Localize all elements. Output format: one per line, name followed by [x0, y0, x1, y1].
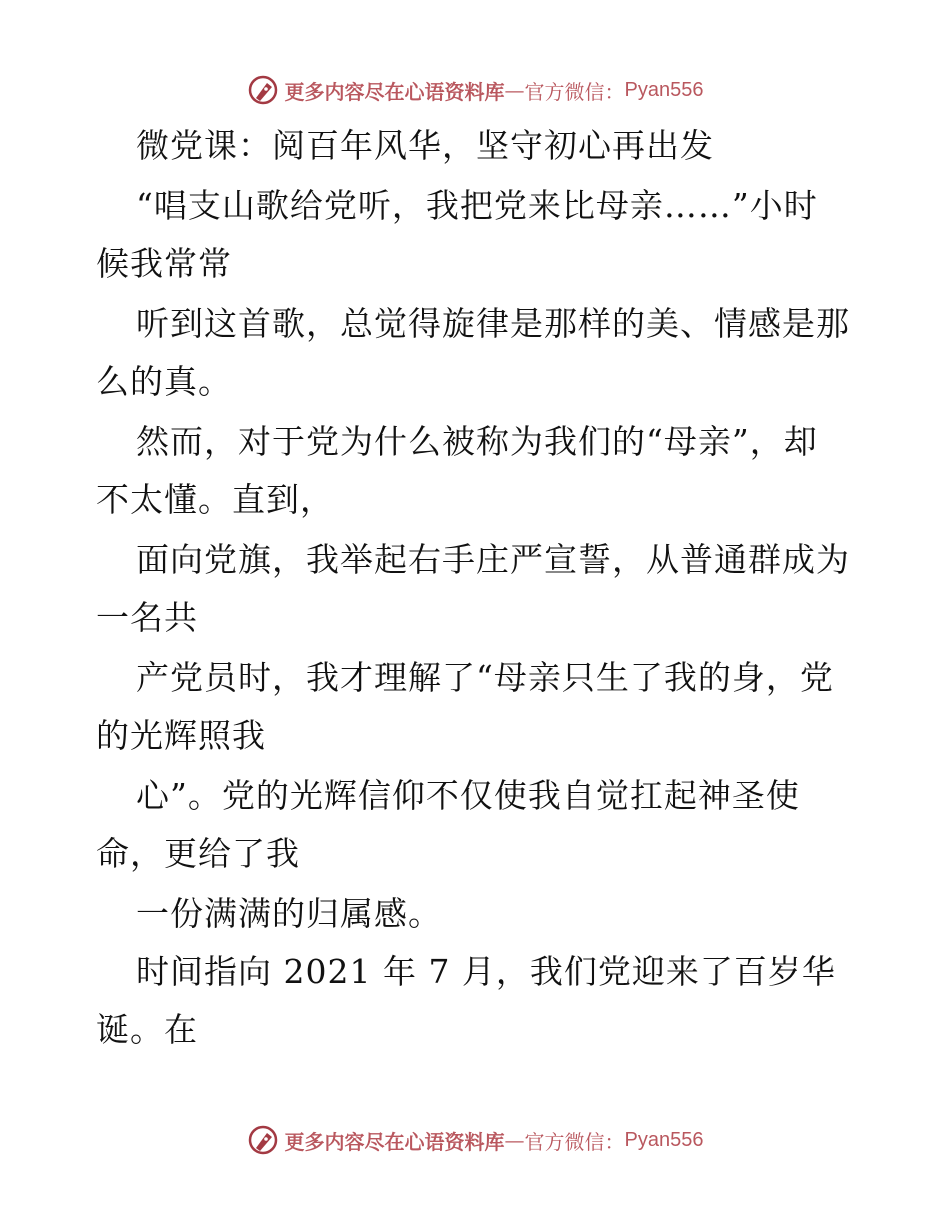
watermark-sub-text: 官方微信： — [524, 1129, 625, 1154]
paragraph-line: 面向党旗，我举起右手庄严宣誓，从普通群成为 — [136, 540, 850, 579]
watermark-main-text: 更多内容尽在心语资料库 — [284, 79, 505, 104]
paragraph-line: 产党员时，我才理解了“母亲只生了我的身，党 — [136, 658, 834, 697]
paragraph-line: 的光辉照我 — [96, 716, 266, 755]
pen-nib-logo-icon — [247, 1124, 279, 1156]
paragraph-line: 候我常常 — [96, 244, 232, 283]
watermark-sub-text: 官方微信： — [524, 79, 625, 104]
paragraph-line: 一份满满的归属感。 — [136, 894, 442, 933]
watermark-main-text: 更多内容尽在心语资料库 — [284, 1129, 505, 1154]
paragraph-line: 诞。在 — [96, 1010, 198, 1049]
paragraph-line: 一名共 — [96, 598, 198, 637]
paragraph-line: “唱支山歌给党听，我把党来比母亲……”小时 — [136, 186, 818, 225]
pen-nib-logo-icon — [247, 74, 279, 106]
watermark-wechat-id: Pyan556 — [624, 78, 704, 101]
footer-watermark — [0, 1120, 950, 1160]
paragraph-line: 听到这首歌，总觉得旋律是那样的美、情感是那 — [136, 304, 850, 343]
paragraph-line: 时间指向 2021 年 7 月，我们党迎来了百岁华 — [136, 952, 836, 991]
header-watermark — [0, 70, 950, 110]
document-title: 微党课：阅百年风华，坚守初心再出发 — [136, 126, 714, 165]
watermark-dash: — — [504, 78, 525, 102]
paragraph-line: 么的真。 — [96, 362, 232, 401]
watermark-wechat-id: Pyan556 — [624, 1128, 704, 1151]
paragraph-line: 然而，对于党为什么被称为我们的“母亲”，却 — [136, 422, 818, 461]
paragraph-line: 心”。党的光辉信仰不仅使我自觉扛起神圣使 — [136, 776, 800, 815]
paragraph-line: 命，更给了我 — [96, 834, 300, 873]
paragraph-line: 不太懂。直到， — [96, 480, 334, 519]
watermark-dash: — — [504, 1128, 525, 1152]
